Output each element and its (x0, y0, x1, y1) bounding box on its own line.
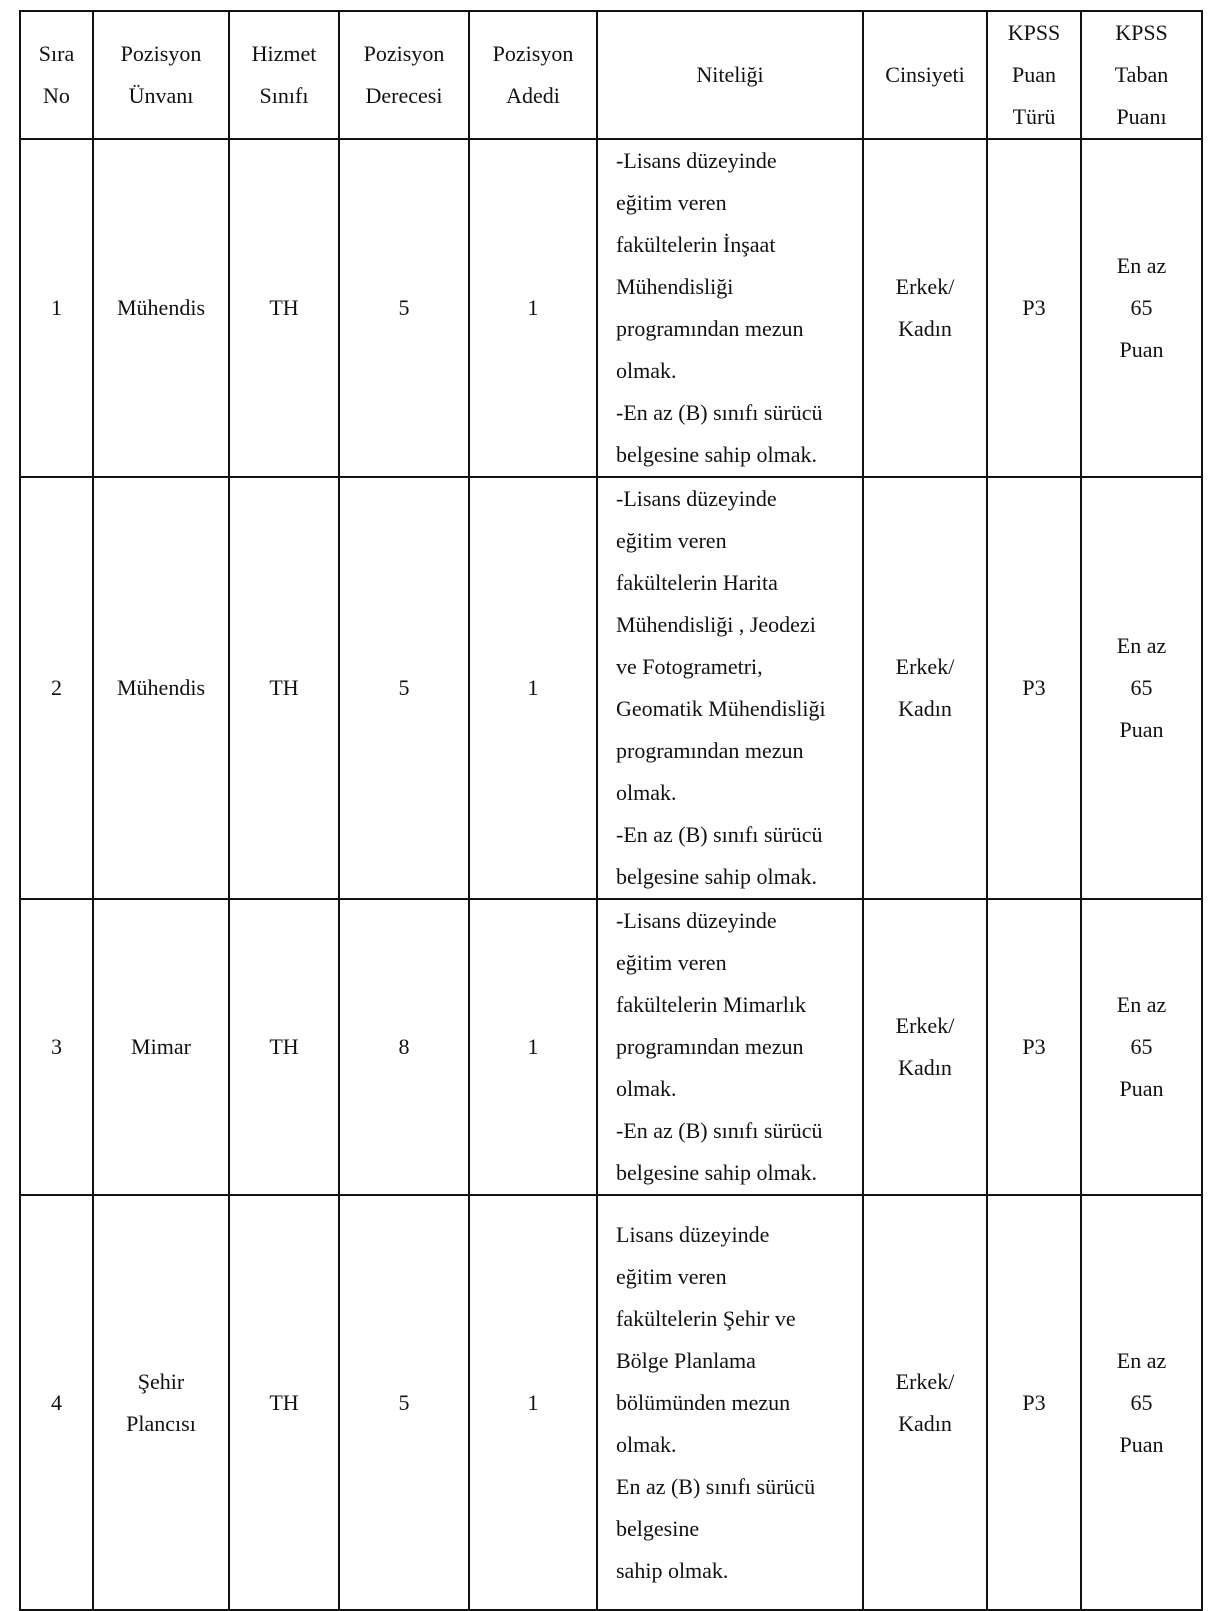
cell-hizmet-sinifi: TH (229, 139, 339, 477)
cell-hizmet-sinifi: TH (229, 477, 339, 899)
cell-puan-turu: P3 (987, 477, 1081, 899)
cell-unvan: Şehir Plancısı (93, 1195, 229, 1610)
cell-sira-no: 4 (20, 1195, 93, 1610)
table-row (20, 477, 1202, 899)
cell-sira-no: 2 (20, 477, 93, 899)
cell-taban-puan: En az 65 Puan (1081, 139, 1202, 477)
cell-cinsiyet: Erkek/ Kadın (863, 899, 987, 1195)
header-sira-no: Sıra No (20, 11, 93, 139)
cell-puan-turu: P3 (987, 1195, 1081, 1610)
cell-cinsiyet: Erkek/ Kadın (863, 477, 987, 899)
header-cinsiyeti: Cinsiyeti (863, 11, 987, 139)
header-pozisyon-unvani: Pozisyon Ünvanı (93, 11, 229, 139)
cell-nitelik: -Lisans düzeyinde eğitim veren fakültelerin Mimarlık programından mezun olmak. -En az (B) sınıfı sürücü belgesine sahip olmak. (597, 899, 863, 1195)
cell-puan-turu: P3 (987, 139, 1081, 477)
header-row (20, 11, 1202, 139)
cell-taban-puan: En az 65 Puan (1081, 899, 1202, 1195)
cell-unvan: Mühendis (93, 139, 229, 477)
cell-nitelik: -Lisans düzeyinde eğitim veren fakültelerin İnşaat Mühendisliği programından mezun olmak. -En az (B) sınıfı sürücü belgesine sahip olmak. (597, 139, 863, 477)
cell-taban-puan: En az 65 Puan (1081, 1195, 1202, 1610)
header-niteligi: Niteliği (597, 11, 863, 139)
cell-unvan: Mimar (93, 899, 229, 1195)
header-pozisyon-derecesi: Pozisyon Derecesi (339, 11, 469, 139)
cell-cinsiyet: Erkek/ Kadın (863, 139, 987, 477)
cell-cinsiyet: Erkek/ Kadın (863, 1195, 987, 1610)
cell-sira-no: 1 (20, 139, 93, 477)
header-hizmet-sinifi: Hizmet Sınıfı (229, 11, 339, 139)
table-row (20, 899, 1202, 1195)
positions-table (19, 10, 1203, 1611)
header-pozisyon-adedi: Pozisyon Adedi (469, 11, 597, 139)
header-kpss-puan-turu: KPSS Puan Türü (987, 11, 1081, 139)
cell-adet: 1 (469, 1195, 597, 1610)
cell-derece: 5 (339, 477, 469, 899)
cell-hizmet-sinifi: TH (229, 899, 339, 1195)
cell-derece: 5 (339, 1195, 469, 1610)
cell-adet: 1 (469, 899, 597, 1195)
cell-nitelik: Lisans düzeyinde eğitim veren fakültelerin Şehir ve Bölge Planlama bölümünden mezun olmak. En az (B) sınıfı sürücü belgesine sahip olmak. (597, 1195, 863, 1610)
cell-hizmet-sinifi: TH (229, 1195, 339, 1610)
table-row (20, 139, 1202, 477)
cell-taban-puan: En az 65 Puan (1081, 477, 1202, 899)
cell-adet: 1 (469, 477, 597, 899)
header-kpss-taban-puani: KPSS Taban Puanı (1081, 11, 1202, 139)
table-row (20, 1195, 1202, 1610)
cell-nitelik: -Lisans düzeyinde eğitim veren fakültelerin Harita Mühendisliği , Jeodezi ve Fotogrametri, Geomatik Mühendisliği programından mezun olmak. -En az (B) sınıfı sürücü belgesine sahip olmak. (597, 477, 863, 899)
cell-unvan: Mühendis (93, 477, 229, 899)
cell-derece: 8 (339, 899, 469, 1195)
cell-adet: 1 (469, 139, 597, 477)
cell-puan-turu: P3 (987, 899, 1081, 1195)
cell-sira-no: 3 (20, 899, 93, 1195)
cell-derece: 5 (339, 139, 469, 477)
